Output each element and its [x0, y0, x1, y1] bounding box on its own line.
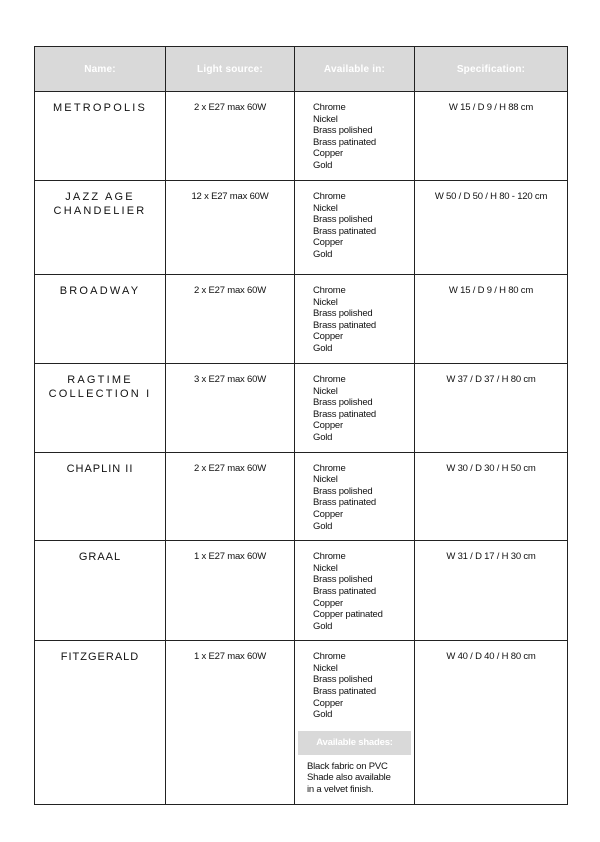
- light-source: 12 x E27 max 60W: [191, 191, 269, 202]
- shades-line: Shade also available: [307, 772, 391, 784]
- product-name: CHANDELIER: [53, 205, 147, 217]
- finish-item: Copper: [313, 597, 343, 609]
- finish-item: Brass polished: [313, 574, 373, 586]
- finishes-cell: [295, 641, 415, 804]
- light-source-cell: [166, 641, 295, 804]
- name-cell: [35, 275, 166, 364]
- finish-item: Copper: [313, 508, 343, 520]
- table-row: [35, 452, 568, 541]
- light-source-cell: [166, 364, 295, 453]
- table-row: [35, 364, 568, 453]
- product-name: BROADWAY: [59, 285, 141, 297]
- specification: W 50 / D 50 / H 80 - 120 cm: [434, 191, 548, 202]
- product-name: CHAPLIN II: [66, 462, 134, 475]
- specification: W 30 / D 30 / H 50 cm: [446, 462, 536, 474]
- finish-item: Copper: [313, 148, 343, 160]
- light-source: 1 x E27 max 60W: [194, 551, 266, 563]
- finish-item: Brass patinated: [313, 686, 377, 698]
- spec-cell: [415, 181, 568, 275]
- finishes-cell: [295, 181, 415, 275]
- spec-cell: [415, 641, 568, 804]
- finishes-cell: [295, 541, 415, 641]
- finish-item: Chrome: [313, 285, 346, 296]
- product-name: RAGTIME: [67, 374, 133, 386]
- available-shades-label: Available shades:: [298, 731, 411, 755]
- finish-item: Chrome: [313, 374, 346, 385]
- light-source-cell: [166, 541, 295, 641]
- spec-cell: [415, 92, 568, 181]
- finish-item: Copper: [313, 697, 343, 709]
- finish-item: Brass polished: [313, 308, 373, 320]
- finish-item: Gold: [313, 709, 333, 721]
- finish-item: Copper: [313, 237, 343, 249]
- finish-item: Brass patinated: [313, 497, 377, 509]
- product-name: JAZZ AGE: [65, 191, 135, 203]
- specification: W 40 / D 40 / H 80 cm: [446, 651, 536, 663]
- finish-item: Copper: [313, 420, 343, 432]
- light-source-cell: [166, 92, 295, 181]
- name-cell: [35, 452, 166, 541]
- product-name: GRAAL: [78, 551, 122, 564]
- finish-item: Brass patinated: [313, 319, 377, 331]
- name-cell: [35, 92, 166, 181]
- finish-item: Copper patinated: [313, 609, 383, 621]
- finishes-cell: [295, 452, 415, 541]
- finish-item: Brass polished: [313, 397, 373, 409]
- finish-item: Brass patinated: [313, 225, 377, 237]
- specification: W 37 / D 37 / H 80 cm: [446, 374, 536, 385]
- finish-item: Chrome: [313, 102, 346, 113]
- finish-item: Nickel: [313, 296, 338, 308]
- finish-item: Gold: [313, 520, 333, 532]
- spec-cell: [415, 364, 568, 453]
- name-cell: [35, 181, 166, 275]
- finish-item: Brass polished: [313, 125, 373, 137]
- table-row: [35, 275, 568, 364]
- finish-item: Brass patinated: [313, 408, 377, 420]
- spec-cell: [415, 541, 568, 641]
- header-name: Name:: [35, 47, 166, 92]
- shades-line: Black fabric on PVC: [307, 760, 388, 772]
- finish-item: Copper: [313, 331, 343, 343]
- light-source: 3 x E27 max 60W: [194, 374, 266, 385]
- spec-cell: [415, 275, 568, 364]
- finish-item: Brass patinated: [313, 585, 377, 597]
- product-name: METROPOLIS: [52, 102, 148, 114]
- light-source: 2 x E27 max 60W: [194, 462, 266, 474]
- header-light-source: Light source:: [166, 47, 295, 92]
- spec-cell: [415, 452, 568, 541]
- finish-item: Nickel: [313, 385, 338, 397]
- finish-item: Brass polished: [313, 674, 373, 686]
- product-name: COLLECTION I: [48, 388, 152, 400]
- finish-item: Gold: [313, 342, 333, 354]
- header-specification: Specification:: [415, 47, 568, 92]
- finishes-cell: [295, 275, 415, 364]
- finish-item: Nickel: [313, 113, 338, 125]
- light-source: 2 x E27 max 60W: [194, 285, 266, 296]
- header-available-in: Available in:: [295, 47, 415, 92]
- specification: W 31 / D 17 / H 30 cm: [446, 551, 536, 563]
- finish-item: Chrome: [313, 551, 346, 563]
- finish-item: Nickel: [313, 474, 338, 486]
- product-name: FITZGERALD: [60, 651, 140, 664]
- finish-item: Nickel: [313, 662, 338, 674]
- spec-table: [34, 46, 568, 805]
- finish-item: Chrome: [313, 191, 346, 202]
- finish-item: Chrome: [313, 651, 346, 663]
- finish-item: Gold: [313, 248, 333, 260]
- finish-item: Brass patinated: [313, 136, 377, 148]
- light-source-cell: [166, 452, 295, 541]
- name-cell: [35, 364, 166, 453]
- table-row: [35, 541, 568, 641]
- finish-item: Gold: [313, 431, 333, 443]
- name-cell: [35, 541, 166, 641]
- finish-item: Brass polished: [313, 485, 373, 497]
- finish-item: Gold: [313, 159, 333, 171]
- light-source-cell: [166, 275, 295, 364]
- table-row: [35, 92, 568, 181]
- finish-item: Brass polished: [313, 214, 373, 226]
- specification: W 15 / D 9 / H 80 cm: [448, 285, 534, 296]
- finish-item: Nickel: [313, 202, 338, 214]
- finishes-cell: [295, 364, 415, 453]
- table-row: [35, 181, 568, 275]
- table-row: [35, 641, 568, 804]
- shades-description: [295, 755, 414, 796]
- shades-line: in a velvet finish.: [307, 784, 374, 796]
- specification: W 15 / D 9 / H 88 cm: [448, 102, 534, 113]
- finish-item: Gold: [313, 620, 333, 632]
- finish-item: Nickel: [313, 562, 338, 574]
- header-row: [35, 47, 568, 92]
- finishes-cell: [295, 92, 415, 181]
- light-source: 1 x E27 max 60W: [194, 651, 266, 663]
- name-cell: [35, 641, 166, 804]
- light-source-cell: [166, 181, 295, 275]
- finish-item: Chrome: [313, 462, 346, 474]
- light-source: 2 x E27 max 60W: [194, 102, 266, 113]
